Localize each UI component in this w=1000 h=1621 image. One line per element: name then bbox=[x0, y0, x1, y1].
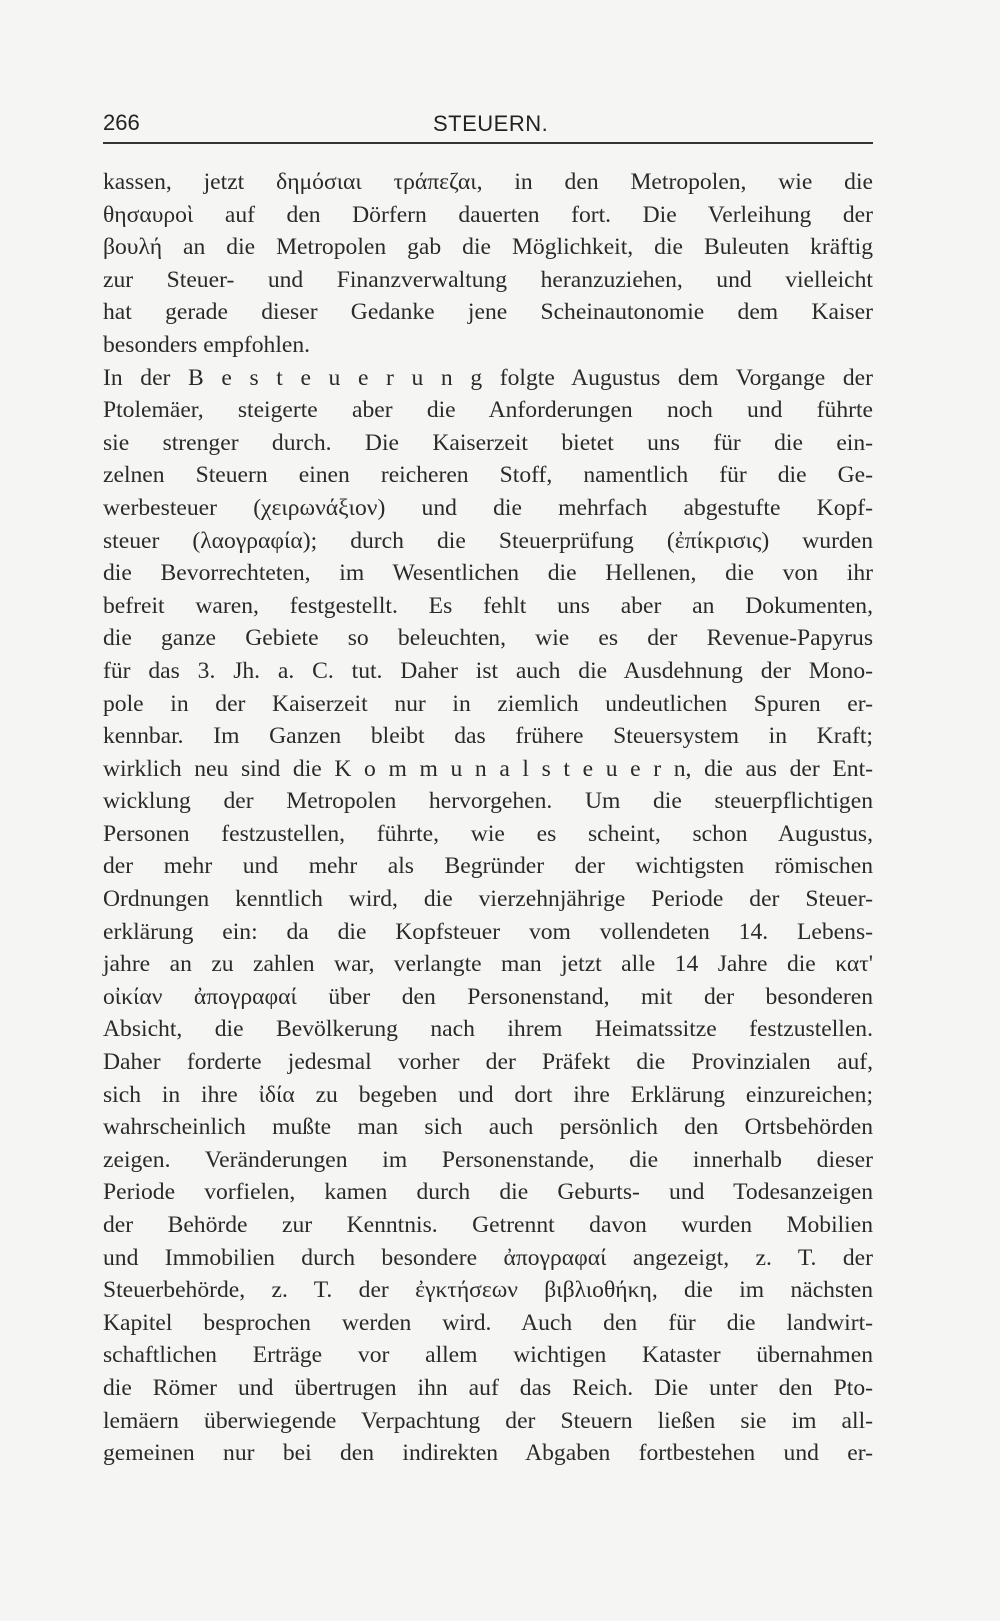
text-line: zelnen Steuern einen reicheren Stoff, namentlich für die Ge- bbox=[103, 462, 873, 489]
text-line: die Bevorrechteten, im Wesentlichen die Hellenen, die von ihr bbox=[103, 560, 873, 587]
text-line: wahrscheinlich mußte man sich auch persönlich den Ortsbehörden bbox=[103, 1114, 873, 1141]
text-line: erklärung ein: da die Kopfsteuer vom vollendeten 14. Lebens- bbox=[103, 918, 873, 945]
text-line: Steuerbehörde, z. T. der ἐγκτήσεων βιβλιοθήκη, die im nächsten bbox=[103, 1277, 873, 1304]
text-line: gemeinen nur bei den indirekten Abgaben fortbestehen und er- bbox=[103, 1440, 873, 1467]
text-line: wicklung der Metropolen hervorgehen. Um die steuerpflichtigen bbox=[103, 788, 873, 815]
text-line: die ganze Gebiete so beleuchten, wie es der Revenue-Papyrus bbox=[103, 625, 873, 652]
text-line: Absicht, die Bevölkerung nach ihrem Heimatssitze festzustellen. bbox=[103, 1016, 873, 1043]
text-line: besonders empfohlen. bbox=[103, 331, 311, 358]
text-line: steuer (λαογραφία); durch die Steuerprüfung (ἐπίκρισις) wurden bbox=[103, 527, 873, 554]
text-line: Ptolemäer, steigerte aber die Anforderungen noch und führte bbox=[103, 397, 873, 424]
page-header bbox=[103, 110, 873, 142]
text-line: hat gerade dieser Gedanke jene Scheinautonomie dem Kaiser bbox=[103, 299, 873, 326]
text-line: Personen festzustellen, führte, wie es scheint, schon Augustus, bbox=[103, 820, 873, 847]
text-line: sie strenger durch. Die Kaiserzeit bietet uns für die ein- bbox=[103, 429, 873, 456]
text-line: zeigen. Veränderungen im Personenstande, die innerhalb dieser bbox=[103, 1146, 873, 1173]
text-line: Ordnungen kenntlich wird, die vierzehnjährige Periode der Steuer- bbox=[103, 886, 873, 913]
text-line: Kapitel besprochen werden wird. Auch den für die landwirt- bbox=[103, 1309, 873, 1336]
text-line: kennbar. Im Ganzen bleibt das frühere Steuersystem in Kraft; bbox=[103, 723, 873, 750]
text-line: zur Steuer- und Finanzverwaltung heranzuziehen, und vielleicht bbox=[103, 266, 873, 293]
text-line: sich in ihre ἰδία zu begeben und dort ihre Erklärung einzureichen; bbox=[103, 1081, 873, 1108]
text-line: der mehr und mehr als Begründer der wichtigsten römischen bbox=[103, 853, 873, 880]
text-line: schaftlichen Erträge vor allem wichtigen Kataster übernahmen bbox=[103, 1342, 873, 1369]
text-line: und Immobilien durch besondere ἀπογραφαί angezeigt, z. T. der bbox=[103, 1244, 873, 1271]
text-line: wirklich neu sind die K o m m u n a l s t e u e r n, die aus der Ent- bbox=[103, 755, 873, 782]
text-line: für das 3. Jh. a. C. tut. Daher ist auch die Ausdehnung der Mono- bbox=[103, 657, 873, 684]
text-line: pole in der Kaiserzeit nur in ziemlich undeutlichen Spuren er- bbox=[103, 690, 873, 717]
text-line: werbesteuer (χειρωνάξιον) und die mehrfach abgestufte Kopf- bbox=[103, 494, 873, 521]
text-line: Periode vorfielen, kamen durch die Geburts- und Todesanzeigen bbox=[103, 1179, 873, 1206]
text-line: kassen, jetzt δημόσιαι τράπεζαι, in den Metropolen, wie die bbox=[103, 169, 873, 195]
page-number: 266 bbox=[103, 110, 140, 135]
text-line: θησαυροὶ auf den Dörfern dauerten fort. Die Verleihung der bbox=[103, 201, 873, 228]
text-line: der Behörde zur Kenntnis. Getrennt davon wurden Mobilien bbox=[103, 1212, 873, 1238]
text-line: Daher forderte jedesmal vorher der Präfekt die Provinzialen auf, bbox=[103, 1049, 873, 1076]
text-line: οἰκίαν ἀπογραφαί über den Personenstand, mit der besonderen bbox=[103, 983, 873, 1010]
text-line: jahre an zu zahlen war, verlangte man jetzt alle 14 Jahre die κατ' bbox=[103, 951, 873, 978]
text-line: befreit waren, festgestellt. Es fehlt uns aber an Dokumenten, bbox=[103, 592, 873, 619]
text-line: In der B e s t e u e r u n g folgte Augustus dem Vorgange der bbox=[103, 364, 873, 391]
text-line: lemäern überwiegende Verpachtung der Steuern ließen sie im all- bbox=[103, 1407, 873, 1434]
text-line: βουλή an die Metropolen gab die Möglichkeit, die Buleuten kräftig bbox=[103, 234, 873, 261]
text-line: die Römer und übertrugen ihn auf das Reich. Die unter den Pto- bbox=[103, 1374, 873, 1401]
body-text bbox=[103, 166, 873, 1470]
running-head: STEUERN. bbox=[433, 111, 549, 136]
header-rule bbox=[103, 142, 873, 144]
